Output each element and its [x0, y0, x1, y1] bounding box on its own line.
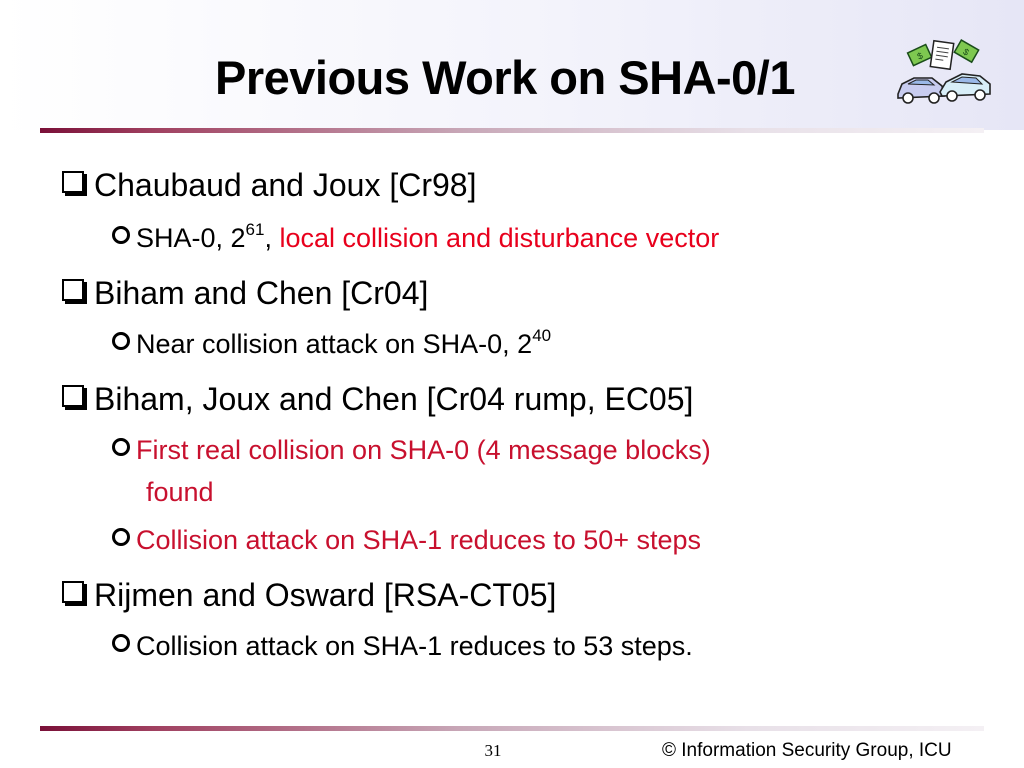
- square-bullet-icon: [62, 581, 84, 603]
- svg-text:$: $: [961, 46, 971, 58]
- bullet-heading: Rijmen and Osward [RSA-CT05]: [94, 577, 557, 613]
- superscript: 40: [532, 326, 552, 345]
- bullet-item: [62, 274, 428, 312]
- sub-bullet-item: [112, 218, 719, 258]
- ring-bullet-icon: [112, 634, 130, 652]
- sub-bullet-item: [112, 626, 693, 666]
- ring-bullet-icon: [112, 332, 130, 350]
- separator: ,: [264, 223, 280, 253]
- bullet-heading: Biham and Chen [Cr04]: [94, 275, 429, 311]
- ring-bullet-icon: [112, 226, 130, 244]
- sub-bullet-text: SHA-0, 2: [136, 223, 246, 253]
- superscript: 61: [245, 220, 265, 239]
- sub-bullet-text: Collision attack on SHA-1 reduces to 50+ steps: [136, 525, 702, 555]
- sub-bullet-text: First real collision on SHA-0 (4 message blocks): [136, 435, 711, 465]
- page-number: 31: [484, 741, 502, 760]
- sub-bullet-continuation: found: [146, 477, 214, 507]
- bullet-item: [62, 380, 693, 418]
- square-bullet-icon: [62, 171, 84, 193]
- square-bullet-icon: [62, 385, 84, 407]
- ring-bullet-icon: [112, 528, 130, 546]
- sub-bullet-item: [112, 324, 551, 364]
- footer-divider: [40, 726, 984, 731]
- sub-bullet-text: Collision attack on SHA-1 reduces to 53 steps.: [136, 631, 693, 661]
- sub-bullet-item: [112, 520, 701, 560]
- slide-title: Previous Work on SHA-0/1: [215, 51, 795, 104]
- bullet-item: [62, 576, 556, 614]
- bullet-item: [62, 166, 476, 204]
- square-bullet-icon: [62, 279, 84, 301]
- ring-bullet-icon: [112, 438, 130, 456]
- svg-text:$: $: [915, 50, 925, 62]
- sub-bullet-text: Near collision attack on SHA-0, 2: [136, 329, 533, 359]
- bullet-heading: Biham, Joux and Chen [Cr04 rump, EC05]: [94, 381, 694, 417]
- highlight-text: local collision and disturbance vector: [279, 223, 720, 253]
- sub-bullet-item: [112, 430, 711, 470]
- bullet-heading: Chaubaud and Joux [Cr98]: [94, 167, 477, 203]
- footer-copyright: © Information Security Group, ICU: [662, 740, 952, 761]
